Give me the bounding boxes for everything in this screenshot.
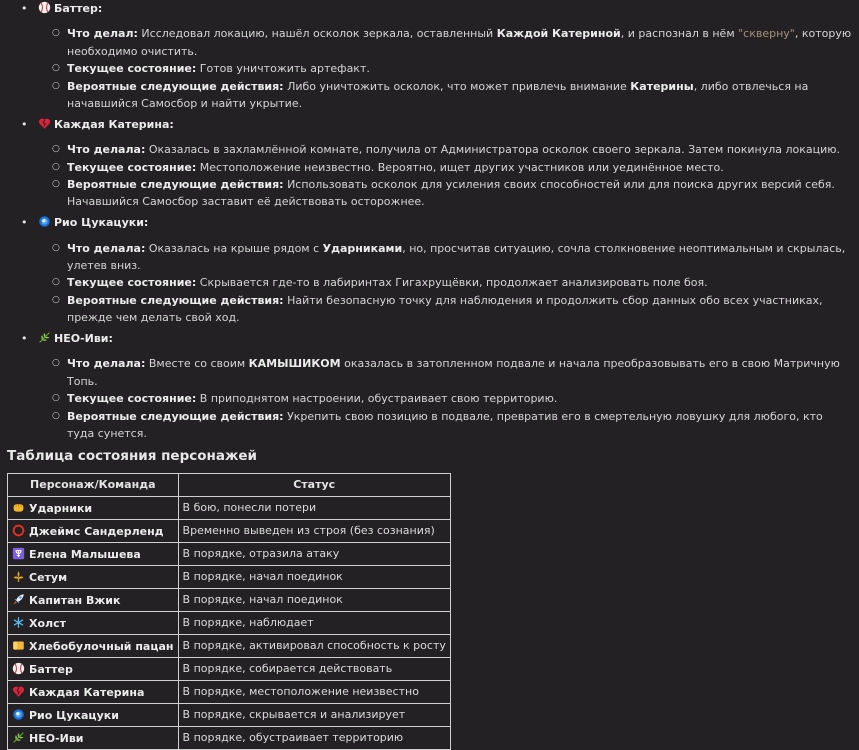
sub-bullet: ○ (52, 28, 60, 39)
text-segment: Готов уничтожить артефакт. (196, 62, 370, 76)
character-name: Баттер: (54, 2, 103, 15)
character-name: Каждая Катерина: (54, 117, 174, 131)
sub-bullet: ○ (52, 161, 60, 172)
table-row (8, 520, 451, 543)
section-title: Таблица состояния персонажей (7, 448, 258, 465)
sub-bullet: ○ (52, 410, 60, 421)
status-cell: В порядке, отразила атаку (178, 543, 450, 566)
status-cell: В бою, понесли потери (178, 497, 450, 520)
status-cell: В порядке, скрывается и анализирует (178, 704, 450, 727)
detail-label: Что делал: (67, 27, 138, 41)
detail-text (145, 143, 840, 156)
detail-label: Вероятные следующие действия: (67, 177, 284, 191)
detail-label: Что делала: (67, 143, 146, 157)
red-circle-icon (12, 524, 25, 537)
character-name: НЕО-Иви: (54, 332, 113, 346)
text-segment: Исследовал локацию, нашёл осколок зеркала, оставленный (137, 27, 497, 41)
status-cell: В порядке, начал поединок (178, 566, 450, 589)
text-segment: , но, просчитав ситуацию, сочла столкновение неоптимальным и скрылась, улетев вниз. (67, 241, 846, 272)
text-segment: Либо уничтожить осколок, что может привлечь внимание (283, 79, 631, 93)
column-header-character: Персонаж/Команда (8, 474, 179, 497)
status-cell: В порядке, собирается действовать (178, 658, 450, 681)
bold-text: Ударниками (322, 241, 403, 255)
detail-label: Что делала: (67, 357, 146, 371)
column-header-status: Статус (178, 474, 450, 497)
character-item (0, 214, 859, 326)
character-item (0, 116, 859, 211)
sub-bullet: ○ (52, 63, 60, 74)
status-table (7, 473, 451, 750)
character-item (0, 330, 859, 442)
detail-text (196, 62, 370, 75)
text-segment: , которую необходимо очистить. (67, 27, 852, 58)
character-name: Ударники (29, 501, 93, 515)
character-heading (0, 0, 859, 18)
character-details (0, 141, 859, 211)
table-row (8, 612, 451, 635)
fleur-de-lis-icon (12, 570, 25, 583)
detail-text (67, 242, 845, 272)
character-name: НЕО-Иви (29, 731, 84, 745)
character-cell (8, 658, 179, 681)
snowflake-icon (12, 616, 25, 629)
character-name: Сетум (29, 570, 68, 584)
detail-text (196, 276, 707, 289)
detail-next-actions (0, 78, 852, 113)
character-name: Капитан Вжик (29, 593, 121, 607)
character-cell (8, 566, 179, 589)
bold-text: Катерины (630, 79, 694, 93)
status-cell: Временно выведен из строя (без сознания) (178, 520, 450, 543)
character-cell (8, 704, 179, 727)
character-details (0, 355, 859, 442)
text-segment: , и распознал в нём (620, 27, 739, 41)
table-row (8, 566, 451, 589)
detail-label: Текущее состояние: (67, 62, 197, 76)
text-segment: оказалась в затопленном подвале и начала преобразовывать его в свою Матричную Топь. (67, 357, 840, 388)
detail-label: Текущее состояние: (67, 392, 197, 406)
broken-heart-icon (12, 685, 25, 698)
text-segment: Оказалась на крыше рядом с (145, 241, 323, 255)
detail-text (67, 357, 840, 387)
detail-text (196, 392, 557, 405)
bold-text: КАМЫШИКОМ (248, 357, 341, 371)
text-segment: В приподнятом настроении, обустраивает свою территорию. (196, 392, 558, 406)
bold-text: Каждой Катериной (496, 27, 621, 41)
highlighted-text: "скверну" (738, 27, 795, 41)
baseball-icon (38, 1, 51, 14)
baseball-icon (12, 662, 25, 675)
fist-icon (12, 501, 25, 514)
table-row (8, 658, 451, 681)
character-name: Холст (29, 616, 66, 630)
rocket-icon (12, 593, 25, 606)
status-cell: В порядке, активировал способность к росту (178, 635, 450, 658)
detail-label: Текущее состояние: (67, 276, 197, 290)
character-heading (0, 330, 859, 348)
sub-bullet: ○ (52, 144, 60, 155)
character-cell (8, 612, 179, 635)
character-cell (8, 497, 179, 520)
character-cell (8, 635, 179, 658)
character-heading (0, 116, 859, 134)
status-cell: В порядке, наблюдает (178, 612, 450, 635)
table-header-row (8, 474, 451, 497)
herb-icon (12, 731, 25, 744)
character-details (0, 240, 859, 327)
table-row (8, 635, 451, 658)
sub-bullet: ○ (52, 80, 60, 91)
character-name: Баттер (29, 662, 73, 676)
text-segment: , либо отвлечься на начавшийся Самосбор и найти укрытие. (67, 79, 809, 110)
character-details (0, 25, 859, 112)
bullet: • (21, 216, 28, 230)
table-row (8, 589, 451, 612)
text-segment: Вместе со своим (145, 357, 249, 371)
detail-label: Что делала: (67, 241, 146, 255)
broken-heart-icon (38, 117, 51, 130)
character-cell (8, 520, 179, 543)
detail-text (196, 161, 724, 174)
detail-label: Текущее состояние: (67, 160, 197, 174)
detail-current-state (0, 274, 852, 291)
bullet: • (21, 332, 28, 346)
character-cell (8, 589, 179, 612)
detail-what-did (0, 240, 852, 275)
sub-bullet: ○ (52, 393, 60, 404)
detail-current-state (0, 60, 852, 77)
text-segment: Использовать осколок для усиления своих способностей или для поиска других версий себя. Начавшийся Самосбор заставит её действовать осторожнее. (67, 177, 835, 209)
character-cell (8, 543, 179, 566)
character-name: Джеймс Сандерленд (29, 524, 164, 538)
character-heading (0, 214, 859, 232)
detail-text (67, 27, 851, 57)
detail-what-did (0, 141, 852, 158)
bullet: • (21, 2, 28, 15)
detail-current-state (0, 159, 852, 176)
text-segment: Оказалась в захламлённой комнате, получила от Администратора осколок своего зеркала. Затем покинула локацию. (145, 143, 841, 157)
detail-next-actions (0, 176, 852, 211)
character-name: Елена Малышева (29, 547, 141, 561)
blue-orb-icon (12, 708, 25, 721)
detail-what-did (0, 25, 852, 60)
table-row (8, 681, 451, 704)
status-cell: В порядке, начал поединок (178, 589, 450, 612)
blue-orb-icon (38, 215, 51, 228)
sub-bullet: ○ (52, 358, 60, 369)
table-row (8, 704, 451, 727)
text-segment: Скрывается где-то в лабиринтах Гигахрущёвки, продолжает анализировать поле боя. (196, 276, 708, 290)
sub-bullet: ○ (52, 294, 60, 305)
detail-label: Вероятные следующие действия: (67, 79, 284, 93)
herb-icon (38, 331, 51, 344)
status-cell: В порядке, местоположение неизвестно (178, 681, 450, 704)
sub-bullet: ○ (52, 242, 60, 253)
character-name: Хлебобулочный пацан (29, 639, 174, 653)
character-name: Рио Цукацуки: (54, 216, 149, 230)
sub-bullet: ○ (52, 277, 60, 288)
text-segment: Местоположение неизвестно. Вероятно, ищет других участников или уединённое место. (196, 160, 724, 174)
detail-label: Вероятные следующие действия: (67, 409, 284, 423)
character-cell (8, 681, 179, 704)
text-segment: Найти безопасную точку для наблюдения и продолжить сбор данных обо всех участниках, прежде чем делать свой ход. (67, 293, 823, 325)
character-item (0, 0, 859, 112)
character-cell (8, 727, 179, 750)
detail-next-actions (0, 408, 852, 443)
detail-what-did (0, 355, 852, 390)
ophiuchus-icon (12, 547, 25, 560)
detail-next-actions (0, 292, 852, 327)
sub-bullet: ○ (52, 178, 60, 189)
character-name: Рио Цукацуки (29, 708, 119, 722)
table-row (8, 727, 451, 750)
text-segment: Укрепить свою позицию в подвале, превратив его в смертельную ловушку для любого, кто туда сунется. (67, 409, 823, 440)
butter-icon (12, 639, 25, 652)
detail-current-state (0, 390, 852, 407)
table-row (8, 497, 451, 520)
table-row (8, 543, 451, 566)
detail-label: Вероятные следующие действия: (67, 293, 284, 307)
status-cell: В порядке, обустраивает территорию (178, 727, 450, 750)
bullet: • (21, 117, 28, 131)
character-name: Каждая Катерина (29, 685, 145, 699)
